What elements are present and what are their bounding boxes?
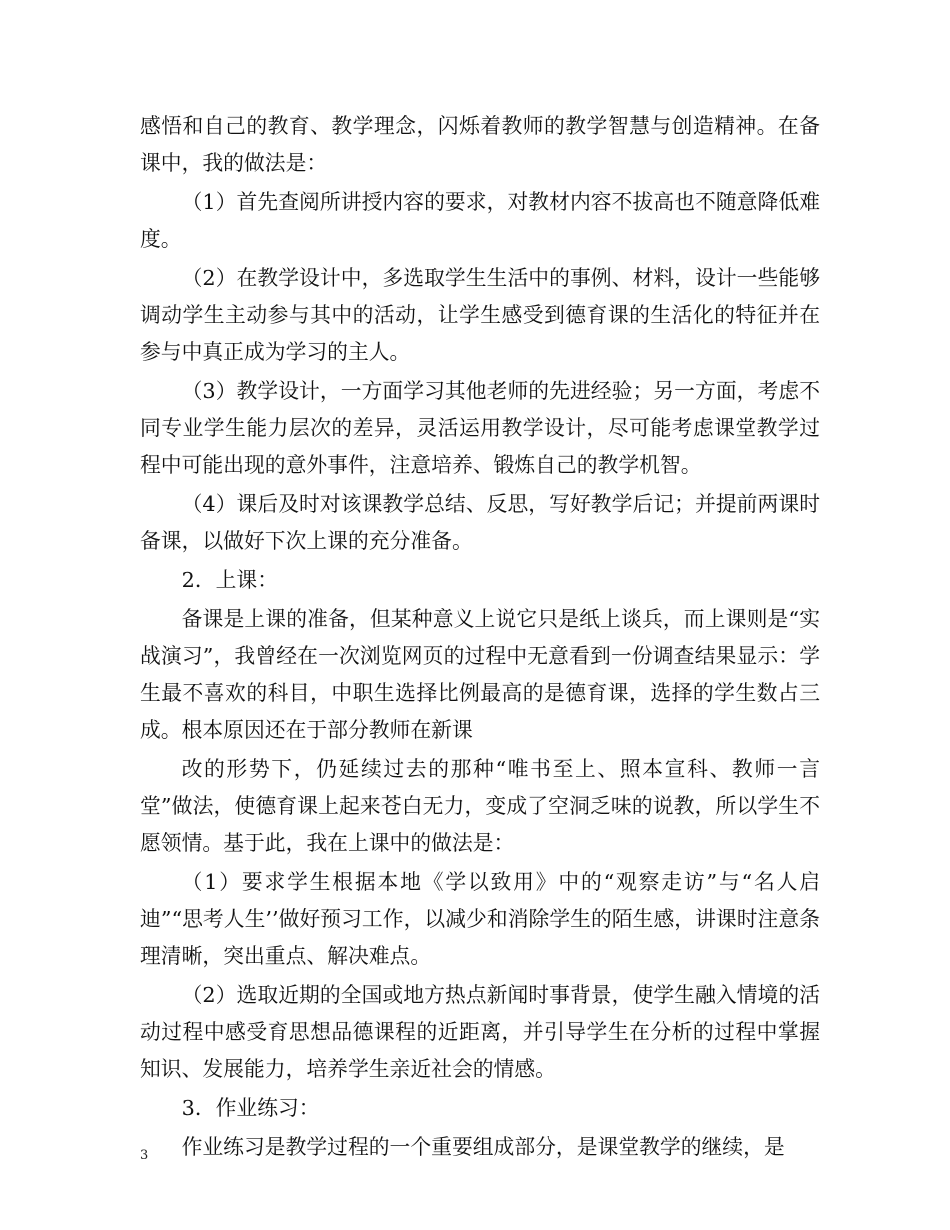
document-body — [140, 108, 820, 1168]
section-heading-class: 2．上课： — [181, 568, 279, 592]
paragraph-2: （1）首先查阅所讲授内容的要求，对教材内容不拔高也不随意降低难度。 — [140, 190, 820, 251]
paragraph-4: （3）教学设计，一方面学习其他老师的先进经验；另一方面，考虑不同专业学生能力层次的差异，灵活运用教学设计，尽可能考虑课堂教学过程中可能出现的意外事件，注意培养、锻炼自己的教学机智。 — [140, 379, 820, 477]
section-heading-homework: 3．作业练习： — [181, 1096, 320, 1120]
paragraph-3: （2）在教学设计中，多选取学生生活中的事例、材料，设计一些能够调动学生主动参与其中的活动，让学生感受到德育课的生活化的特征并在参与中真正成为学习的主人。 — [140, 266, 820, 364]
paragraph-8: 改的形势下，仍延续过去的那种“唯书至上、照本宣科、教师一言堂”做法，使德育课上起来苍白无力，变成了空洞乏味的说教，所以学生不愿领情。基于此，我在上课中的做法是： — [140, 757, 820, 855]
paragraph-5: （4）课后及时对该课教学总结、反思，写好教学后记；并提前两课时备课，以做好下次上课的充分准备。 — [140, 492, 820, 553]
paragraph-10: （2）选取近期的全国或地方热点新闻时事背景，使学生融入情境的活动过程中感受育思想品德课程的近距离，并引导学生在分析的过程中掌握知识、发展能力，培养学生亲近社会的情感。 — [140, 983, 820, 1081]
paragraph-1: 感悟和自己的教育、教学理念，闪烁着教师的教学智慧与创造精神。在备课中，我的做法是： — [140, 114, 820, 175]
page-number: 3 — [140, 1148, 149, 1163]
paragraph-9: （1）要求学生根据本地《学以致用》中的“观察走访”与“名人启迪”“思考人生’’做好预习工作，以减少和消除学生的陌生感，讲课时注意条理清晰，突出重点、解决难点。 — [140, 870, 820, 968]
paragraph-12: 作业练习是教学过程的一个重要组成部分，是课堂教学的继续，是 — [181, 1135, 785, 1159]
paragraph-7: 备课是上课的准备，但某种意义上说它只是纸上谈兵，而上课则是“实战演习”，我曾经在一次浏览网页的过程中无意看到一份调查结果显示：学生最不喜欢的科目，中职生选择比例最高的是德育课，选择的学生数占三成。根本原因还在于部分教师在新课 — [140, 607, 820, 742]
